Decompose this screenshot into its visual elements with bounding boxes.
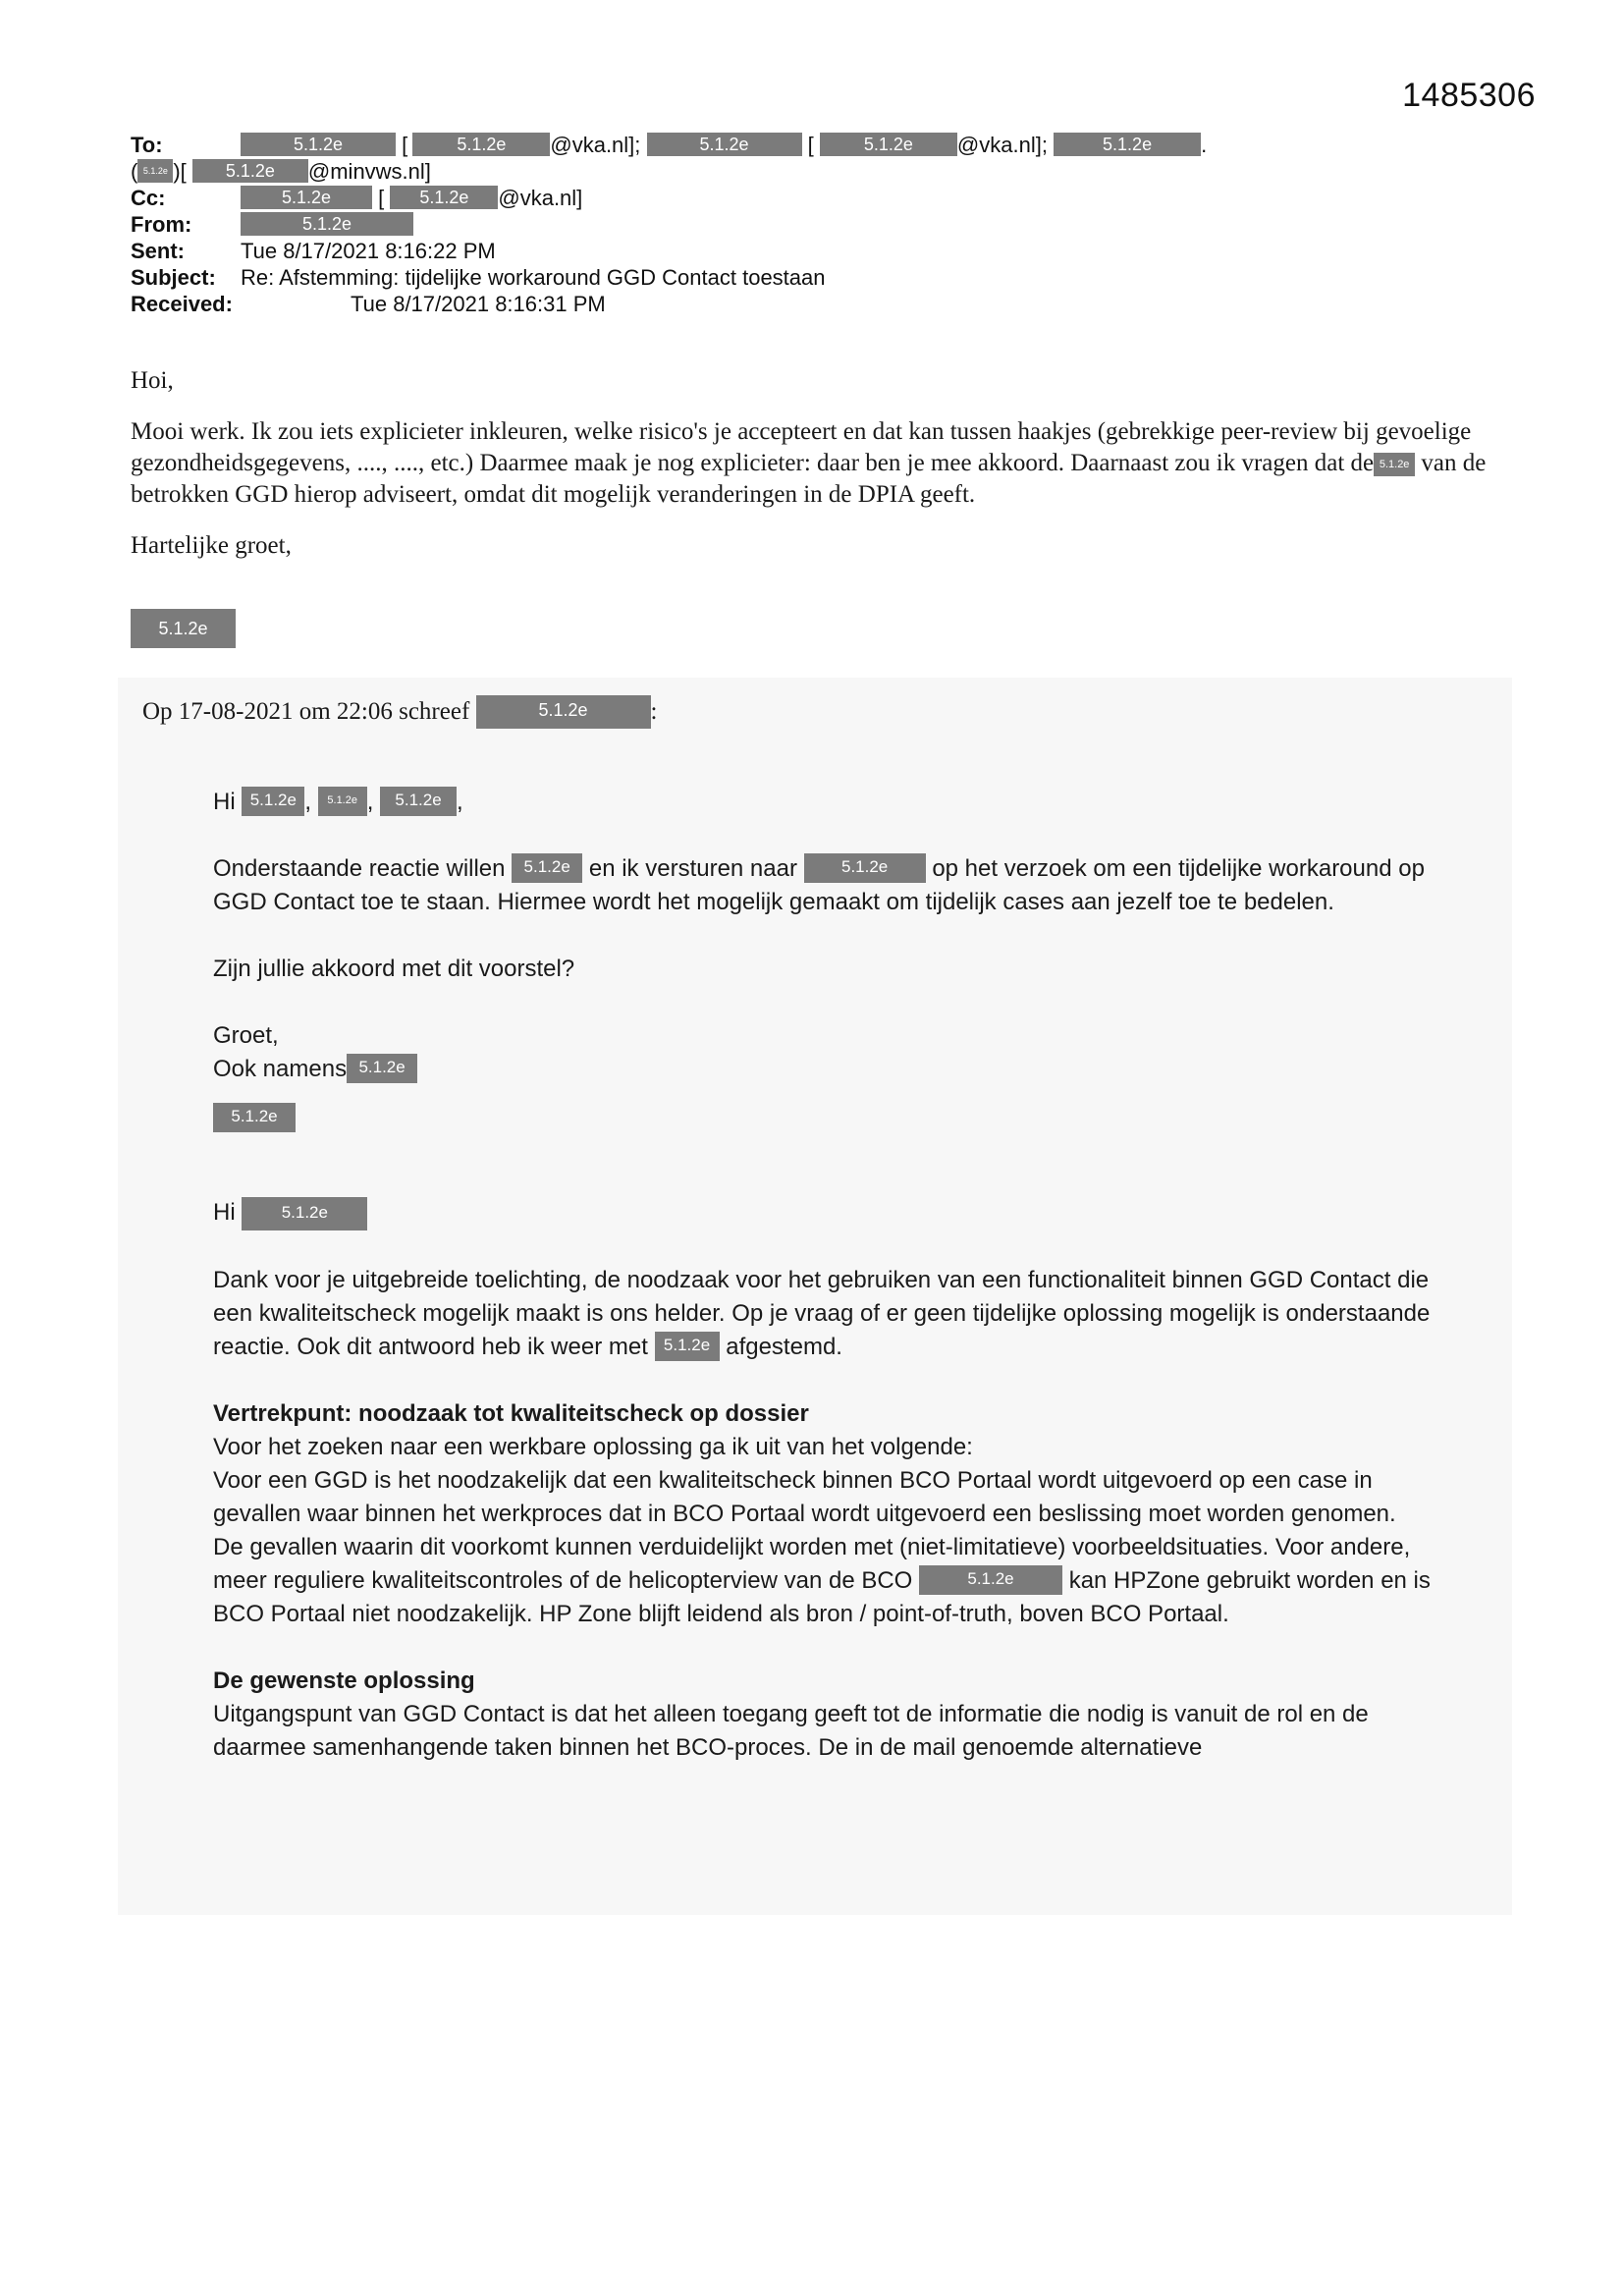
section-heading-oplossing: De gewenste oplossing bbox=[213, 1667, 475, 1694]
quoted-paragraph-1: Onderstaande reactie willen 5.1.2e en ik versturen naar 5.1.2e op het verzoek om een tijdelijke workaround op GGD Contact toe te staan. Hiermee wordt het mogelijk gemaakt om tijdelijk cases aan jezelf toe te bedelen. bbox=[213, 855, 1425, 915]
from-row bbox=[131, 211, 1505, 238]
section-line: Voor het zoeken naar een werkbare oplossing ga ik uit van het volgende: bbox=[213, 1434, 973, 1460]
section-paragraph-vertrekpunt: Voor een GGD is het noodzakelijk dat een kwaliteitscheck binnen BCO Portaal wordt uitgevoerd op een case in gevallen waar binnen het werkproces dat in BCO Portaal wordt uitgevoerd een beslissing moet worden genomen. De gevallen waarin dit voorkomt kunnen verduidelijkt worden met (niet-limitatieve) voorbeeldsituaties. Voor andere, meer reguliere kwaliteitscontroles of de helicopterview van de BCO 5.1.2e kan HPZone gebruikt worden en is BCO Portaal niet noodzakelijk. HP Zone blijft leidend als bron / point-of-truth, boven BCO Portaal. bbox=[213, 1467, 1431, 1627]
quoted-paragraph-2: Dank voor je uitgebreide toelichting, de noodzaak voor het gebruiken van een functionaliteit binnen GGD Contact die een kwaliteitscheck mogelijk maakt is ons helder. Op je vraag of er geen tijdelijke oplossing mogelijk is onderstaande reactie. Ook dit antwoord heb ik weer met 5.1.2e afgestemd. bbox=[213, 1267, 1431, 1360]
email-domain: @vka.nl]; bbox=[956, 133, 1048, 157]
redaction-box: 5.1.2e bbox=[241, 186, 372, 209]
quoted-body bbox=[213, 786, 1431, 1765]
redaction-box: 5.1.2e bbox=[241, 133, 396, 156]
subject-row bbox=[131, 264, 1505, 291]
reply-closing: Hartelijke groet, bbox=[131, 532, 292, 559]
redaction-box: 5.1.2e bbox=[390, 186, 498, 209]
email-domain: @vka.nl] bbox=[498, 186, 583, 210]
from-label: From: bbox=[131, 212, 192, 237]
redaction-box: 5.1.2e bbox=[1374, 453, 1415, 476]
email-domain: @minvws.nl] bbox=[307, 159, 431, 184]
redaction-box: 5.1.2e bbox=[804, 853, 926, 883]
redaction-box: 5.1.2e bbox=[655, 1332, 720, 1361]
quoted-greeting: Hi 5.1.2e , 5.1.2e , 5.1.2e , bbox=[213, 789, 463, 815]
redaction-box: 5.1.2e bbox=[241, 212, 413, 236]
sent-row bbox=[131, 238, 1505, 264]
redaction-box: 5.1.2e bbox=[919, 1565, 1062, 1595]
redaction-box: 5.1.2e bbox=[820, 133, 957, 156]
redaction-box: 5.1.2e bbox=[318, 787, 367, 816]
quoted-question: Zijn jullie akkoord met dit voorstel? bbox=[213, 956, 575, 982]
section-heading-vertrekpunt: Vertrekpunt: noodzaak tot kwaliteitscheck op dossier bbox=[213, 1400, 809, 1427]
sent-label: Sent: bbox=[131, 239, 185, 263]
received-value: Tue 8/17/2021 8:16:31 PM bbox=[351, 292, 606, 316]
cc-row: Cc: 5.1.2e [ 5.1.2e @vka.nl] bbox=[131, 186, 583, 210]
redaction-box: 5.1.2e bbox=[242, 787, 304, 816]
redaction-box: 5.1.2e bbox=[512, 853, 582, 883]
reply-greeting: Hoi, bbox=[131, 367, 174, 394]
quoted-intro: Op 17-08-2021 om 22:06 schreef 5.1.2e : bbox=[142, 696, 657, 729]
redaction-box: 5.1.2e bbox=[647, 133, 802, 156]
subject-value: Re: Afstemming: tijdelijke workaround GGD Contact toestaan bbox=[241, 265, 826, 290]
document-number: 1485306 bbox=[1402, 77, 1536, 114]
received-row bbox=[131, 291, 1505, 317]
reply-paragraph: Mooi werk. Ik zou iets explicieter inkleuren, welke risico's je accepteert en dat kan tussen haakjes (gebrekkige peer-review bij gevoelige gezondheidsgegevens, ...., ...., etc.) Daarmee maak je nog explicieter: daar ben je mee akkoord. Daarnaast zou ik vragen dat de 5.1.2e van de betrokken GGD hierop adviseert, omdat dit mogelijk veranderingen in de DPIA geeft. bbox=[131, 418, 1487, 508]
redaction-box: 5.1.2e bbox=[242, 1197, 367, 1230]
section-paragraph-oplossing: Uitgangspunt van GGD Contact is dat het alleen toegang geeft tot de informatie die nodig is vanuit de rol en de daarmee samenhangende taken binnen het BCO-proces. De in de mail genoemde alternatieve bbox=[213, 1701, 1369, 1761]
second-greeting: Hi 5.1.2e bbox=[213, 1196, 1431, 1230]
signature-redaction: 5.1.2e bbox=[131, 609, 236, 648]
signature-redaction: 5.1.2e bbox=[213, 1103, 296, 1132]
sent-value: Tue 8/17/2021 8:16:22 PM bbox=[241, 239, 496, 263]
quoted-groet: Groet, bbox=[213, 1022, 279, 1049]
to-row: To: 5.1.2e [ 5.1.2e @vka.nl]; 5.1.2e [ 5.1.2e @vka.nl]; 5.1.2e . bbox=[131, 133, 1208, 157]
redaction-box: 5.1.2e bbox=[380, 787, 457, 816]
received-label: Received: bbox=[131, 292, 233, 316]
reply-message bbox=[131, 365, 1505, 581]
redaction-box: 5.1.2e bbox=[192, 159, 308, 183]
subject-label: Subject: bbox=[131, 265, 216, 290]
to-label: To: bbox=[131, 133, 163, 157]
redaction-box: 5.1.2e bbox=[412, 133, 550, 156]
quoted-ook-namens: Ook namens 5.1.2e bbox=[213, 1053, 1431, 1086]
email-domain: @vka.nl]; bbox=[550, 133, 641, 157]
redaction-box: 5.1.2e bbox=[1054, 133, 1201, 156]
to-row-continued: ( 5.1.2e )[ 5.1.2e @minvws.nl] bbox=[131, 159, 431, 184]
redaction-box: 5.1.2e bbox=[476, 695, 651, 729]
redaction-box: 5.1.2e bbox=[347, 1054, 417, 1083]
cc-label: Cc: bbox=[131, 186, 166, 210]
redaction-box: 5.1.2e bbox=[137, 159, 173, 183]
email-header bbox=[131, 132, 1505, 317]
